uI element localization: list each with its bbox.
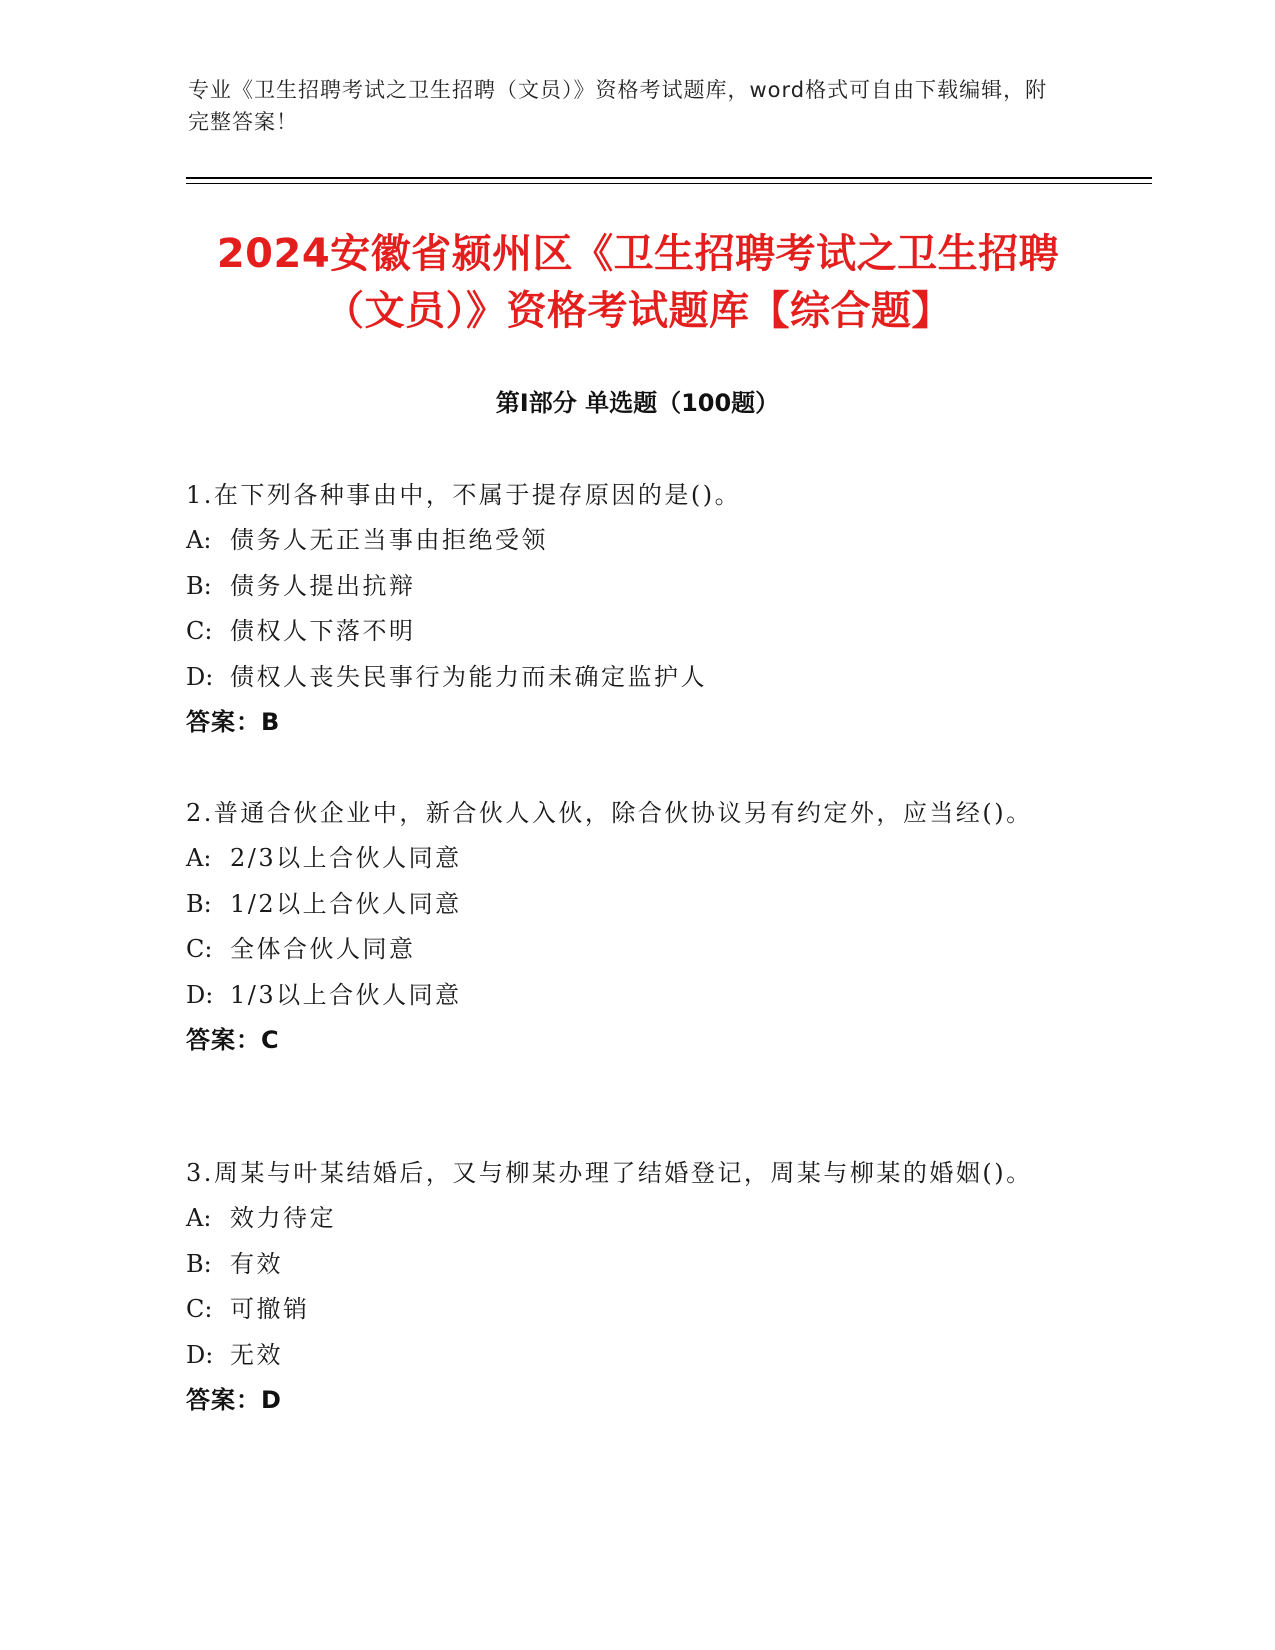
question-stem: 1.在下列各种事由中，不属于提存原因的是()。 [186, 481, 742, 509]
question-stem: 3.周某与叶某结婚后，又与柳某办理了结婚登记，周某与柳某的婚姻()。 [186, 1159, 1033, 1187]
option-d [186, 1333, 1066, 1379]
option-a [186, 836, 1066, 882]
option-text: 1/3以上合伙人同意 [230, 980, 462, 1009]
question-stem: 2.普通合伙企业中，新合伙人入伙，除合伙协议另有约定外，应当经()。 [186, 799, 1033, 827]
option-text: 债务人提出抗辩 [230, 571, 416, 600]
option-letter: B: [186, 889, 212, 918]
option-d [186, 973, 1066, 1019]
option-letter: A: [186, 1204, 212, 1232]
option-c [186, 927, 1066, 973]
option-a [186, 518, 1066, 564]
option-c [186, 1287, 1066, 1333]
header-note: 专业《卫生招聘考试之卫生招聘（文员）》资格考试题库，word格式可自由下载编辑，附完整答案！ [188, 78, 1048, 134]
option-letter: A: [186, 526, 212, 554]
answer-line: 答案：D [186, 1386, 282, 1414]
question-1 [186, 472, 1066, 744]
header-rule-thin [186, 183, 1152, 184]
option-text: 债权人下落不明 [230, 617, 416, 645]
option-text: 债务人无正当事由拒绝受领 [230, 526, 548, 554]
option-c [186, 609, 1066, 655]
option-letter: C: [186, 935, 213, 963]
option-letter: D: [186, 662, 214, 691]
header-rule-thick [186, 177, 1152, 179]
option-text: 1/2以上合伙人同意 [230, 889, 462, 918]
option-text: 2/3以上合伙人同意 [230, 844, 462, 872]
question-2 [186, 790, 1066, 1062]
option-letter: D: [186, 1340, 214, 1369]
section-heading: 第Ⅰ部分 单选题（100题） [495, 389, 780, 417]
option-letter: B: [186, 1249, 212, 1278]
answer-line: 答案：C [186, 1026, 280, 1054]
option-b [186, 1242, 1066, 1288]
option-text: 无效 [230, 1340, 283, 1369]
option-letter: C: [186, 617, 213, 645]
question-3 [186, 1150, 1066, 1422]
document-title: 2024安徽省颍州区《卫生招聘考试之卫生招聘（文员）》资格考试题库【综合题】 [216, 231, 1060, 334]
option-text: 全体合伙人同意 [230, 935, 416, 963]
option-text: 可撤销 [230, 1295, 310, 1323]
option-b [186, 882, 1066, 928]
option-letter: D: [186, 980, 214, 1009]
option-text: 债权人丧失民事行为能力而未确定监护人 [230, 662, 707, 691]
option-a [186, 1196, 1066, 1242]
option-text: 效力待定 [230, 1204, 336, 1232]
option-letter: A: [186, 844, 212, 872]
option-text: 有效 [230, 1249, 283, 1278]
answer-line: 答案：B [186, 708, 281, 736]
option-d [186, 655, 1066, 701]
option-letter: C: [186, 1295, 213, 1323]
option-letter: B: [186, 571, 212, 600]
option-b [186, 564, 1066, 610]
